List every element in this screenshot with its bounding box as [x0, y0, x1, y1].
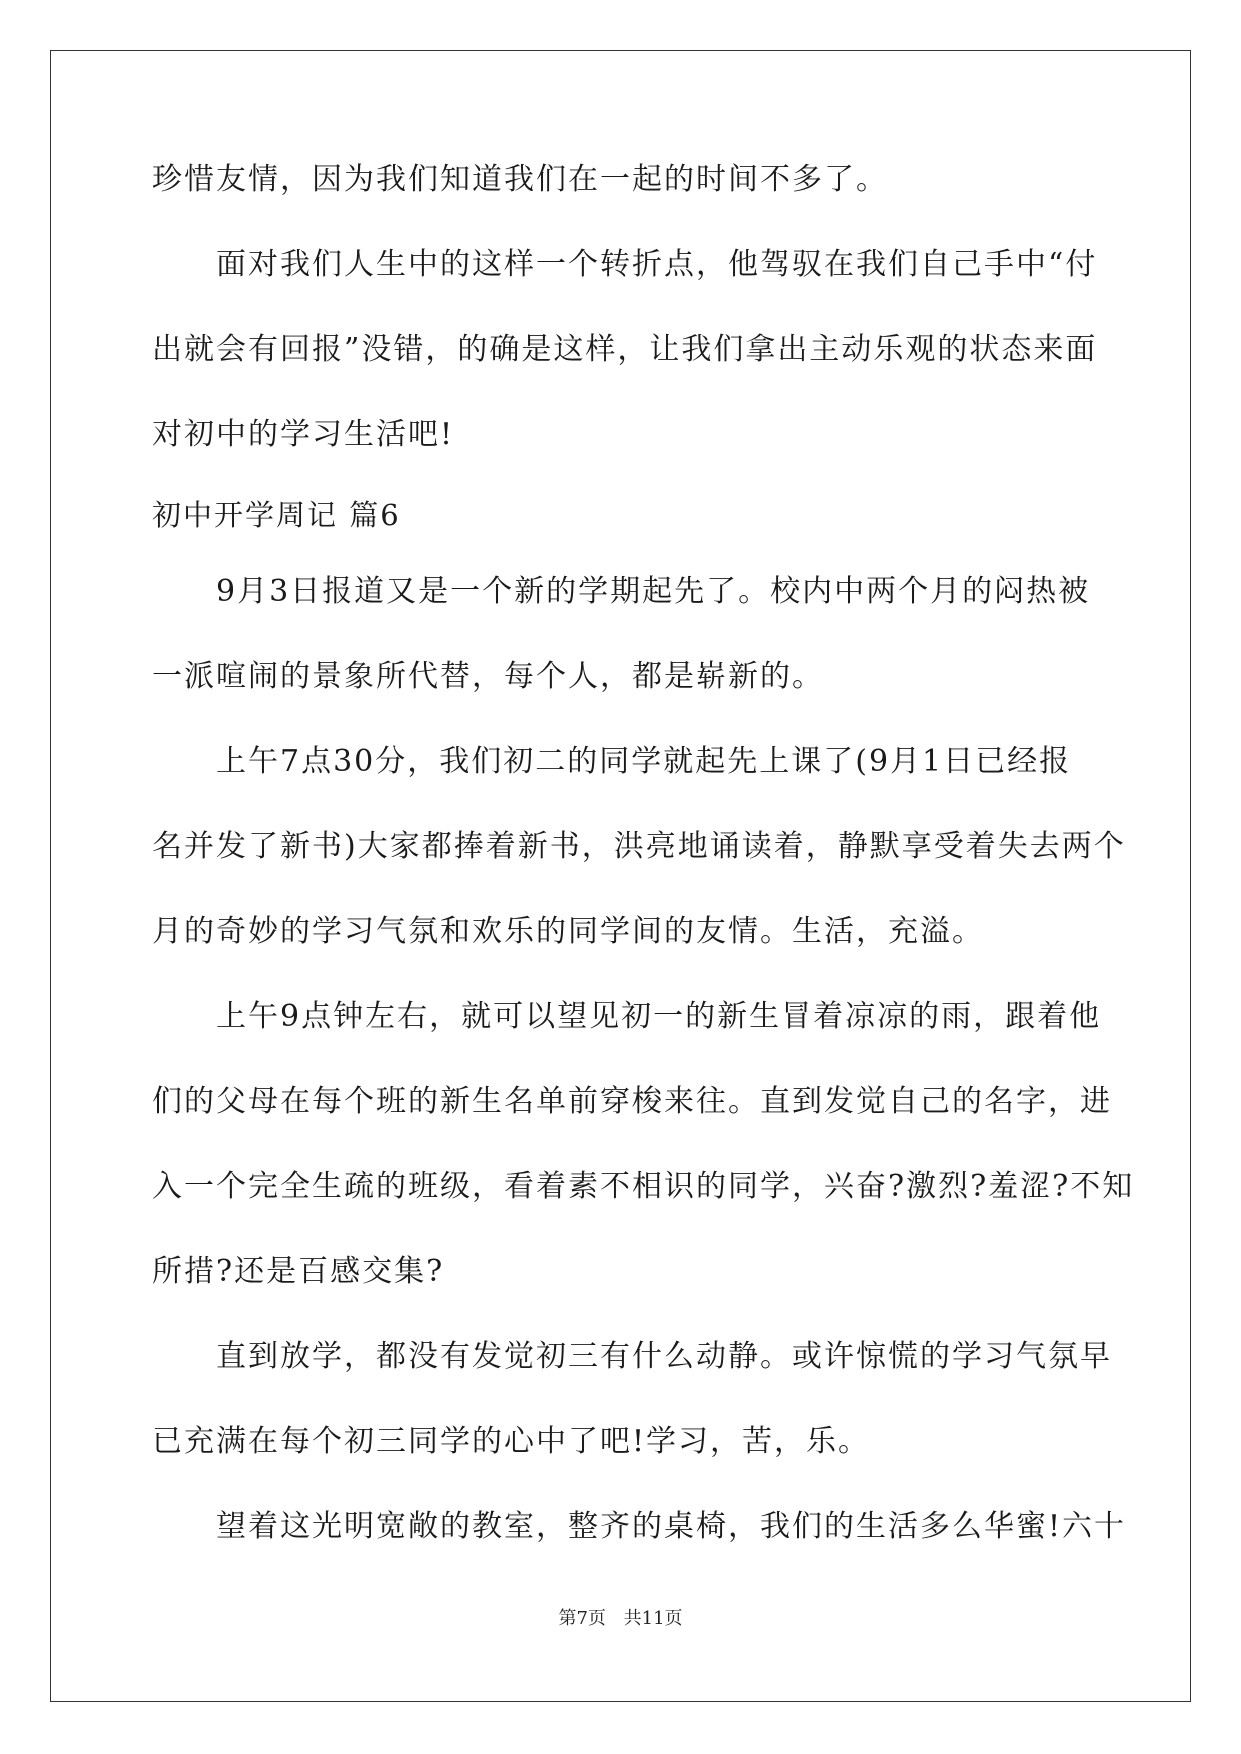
paragraph-line: 上午9点钟左右，就可以望见初一的新生冒着凉凉的雨，跟着他 [216, 999, 1102, 1034]
paragraph-line: 面对我们人生中的这样一个转折点，他驾驭在我们自己手中“付 [216, 247, 1098, 282]
section-heading: 初中开学周记 篇6 [152, 498, 401, 532]
paragraph-line: 直到放学，都没有发觉初三有什么动静。或许惊慌的学习气氛早 [216, 1339, 1112, 1374]
paragraph-line: 所措?还是百感交集? [152, 1254, 445, 1289]
paragraph-line: 名并发了新书)大家都捧着新书，洪亮地诵读着，静默享受着失去两个 [152, 829, 1126, 864]
paragraph-line: 已充满在每个初三同学的心中了吧!学习，苦，乐。 [152, 1424, 871, 1459]
paragraph-line: 对初中的学习生活吧! [152, 417, 455, 452]
paragraph-line: 一派喧闹的景象所代替，每个人，都是崭新的。 [152, 659, 824, 694]
paragraph-line: 出就会有回报”没错，的确是这样，让我们拿出主动乐观的状态来面 [152, 332, 1098, 367]
page-total: 共11页 [623, 1608, 683, 1629]
paragraph-line: 9月3日报道又是一个新的学期起先了。校内中两个月的闷热被 [216, 574, 1091, 609]
paragraph-line: 望着这光明宽敞的教室，整齐的桌椅，我们的生活多么华蜜!六十 [216, 1509, 1127, 1544]
paragraph-line: 上午7点30分，我们初二的同学就起先上课了(9月1日已经报 [216, 744, 1072, 779]
paragraph-line: 入一个完全生疏的班级，看着素不相识的同学，兴奋?激烈?羞涩?不知 [152, 1169, 1135, 1204]
paragraph-line: 月的奇妙的学习气氛和欢乐的同学间的友情。生活，充溢。 [152, 914, 984, 949]
page-footer [0, 1607, 1241, 1631]
paragraph-line: 珍惜友情，因为我们知道我们在一起的时间不多了。 [152, 162, 888, 197]
page-number: 第7页 [558, 1608, 606, 1629]
paragraph-line: 们的父母在每个班的新生名单前穿梭来往。直到发觉自己的名字，进 [152, 1084, 1112, 1119]
